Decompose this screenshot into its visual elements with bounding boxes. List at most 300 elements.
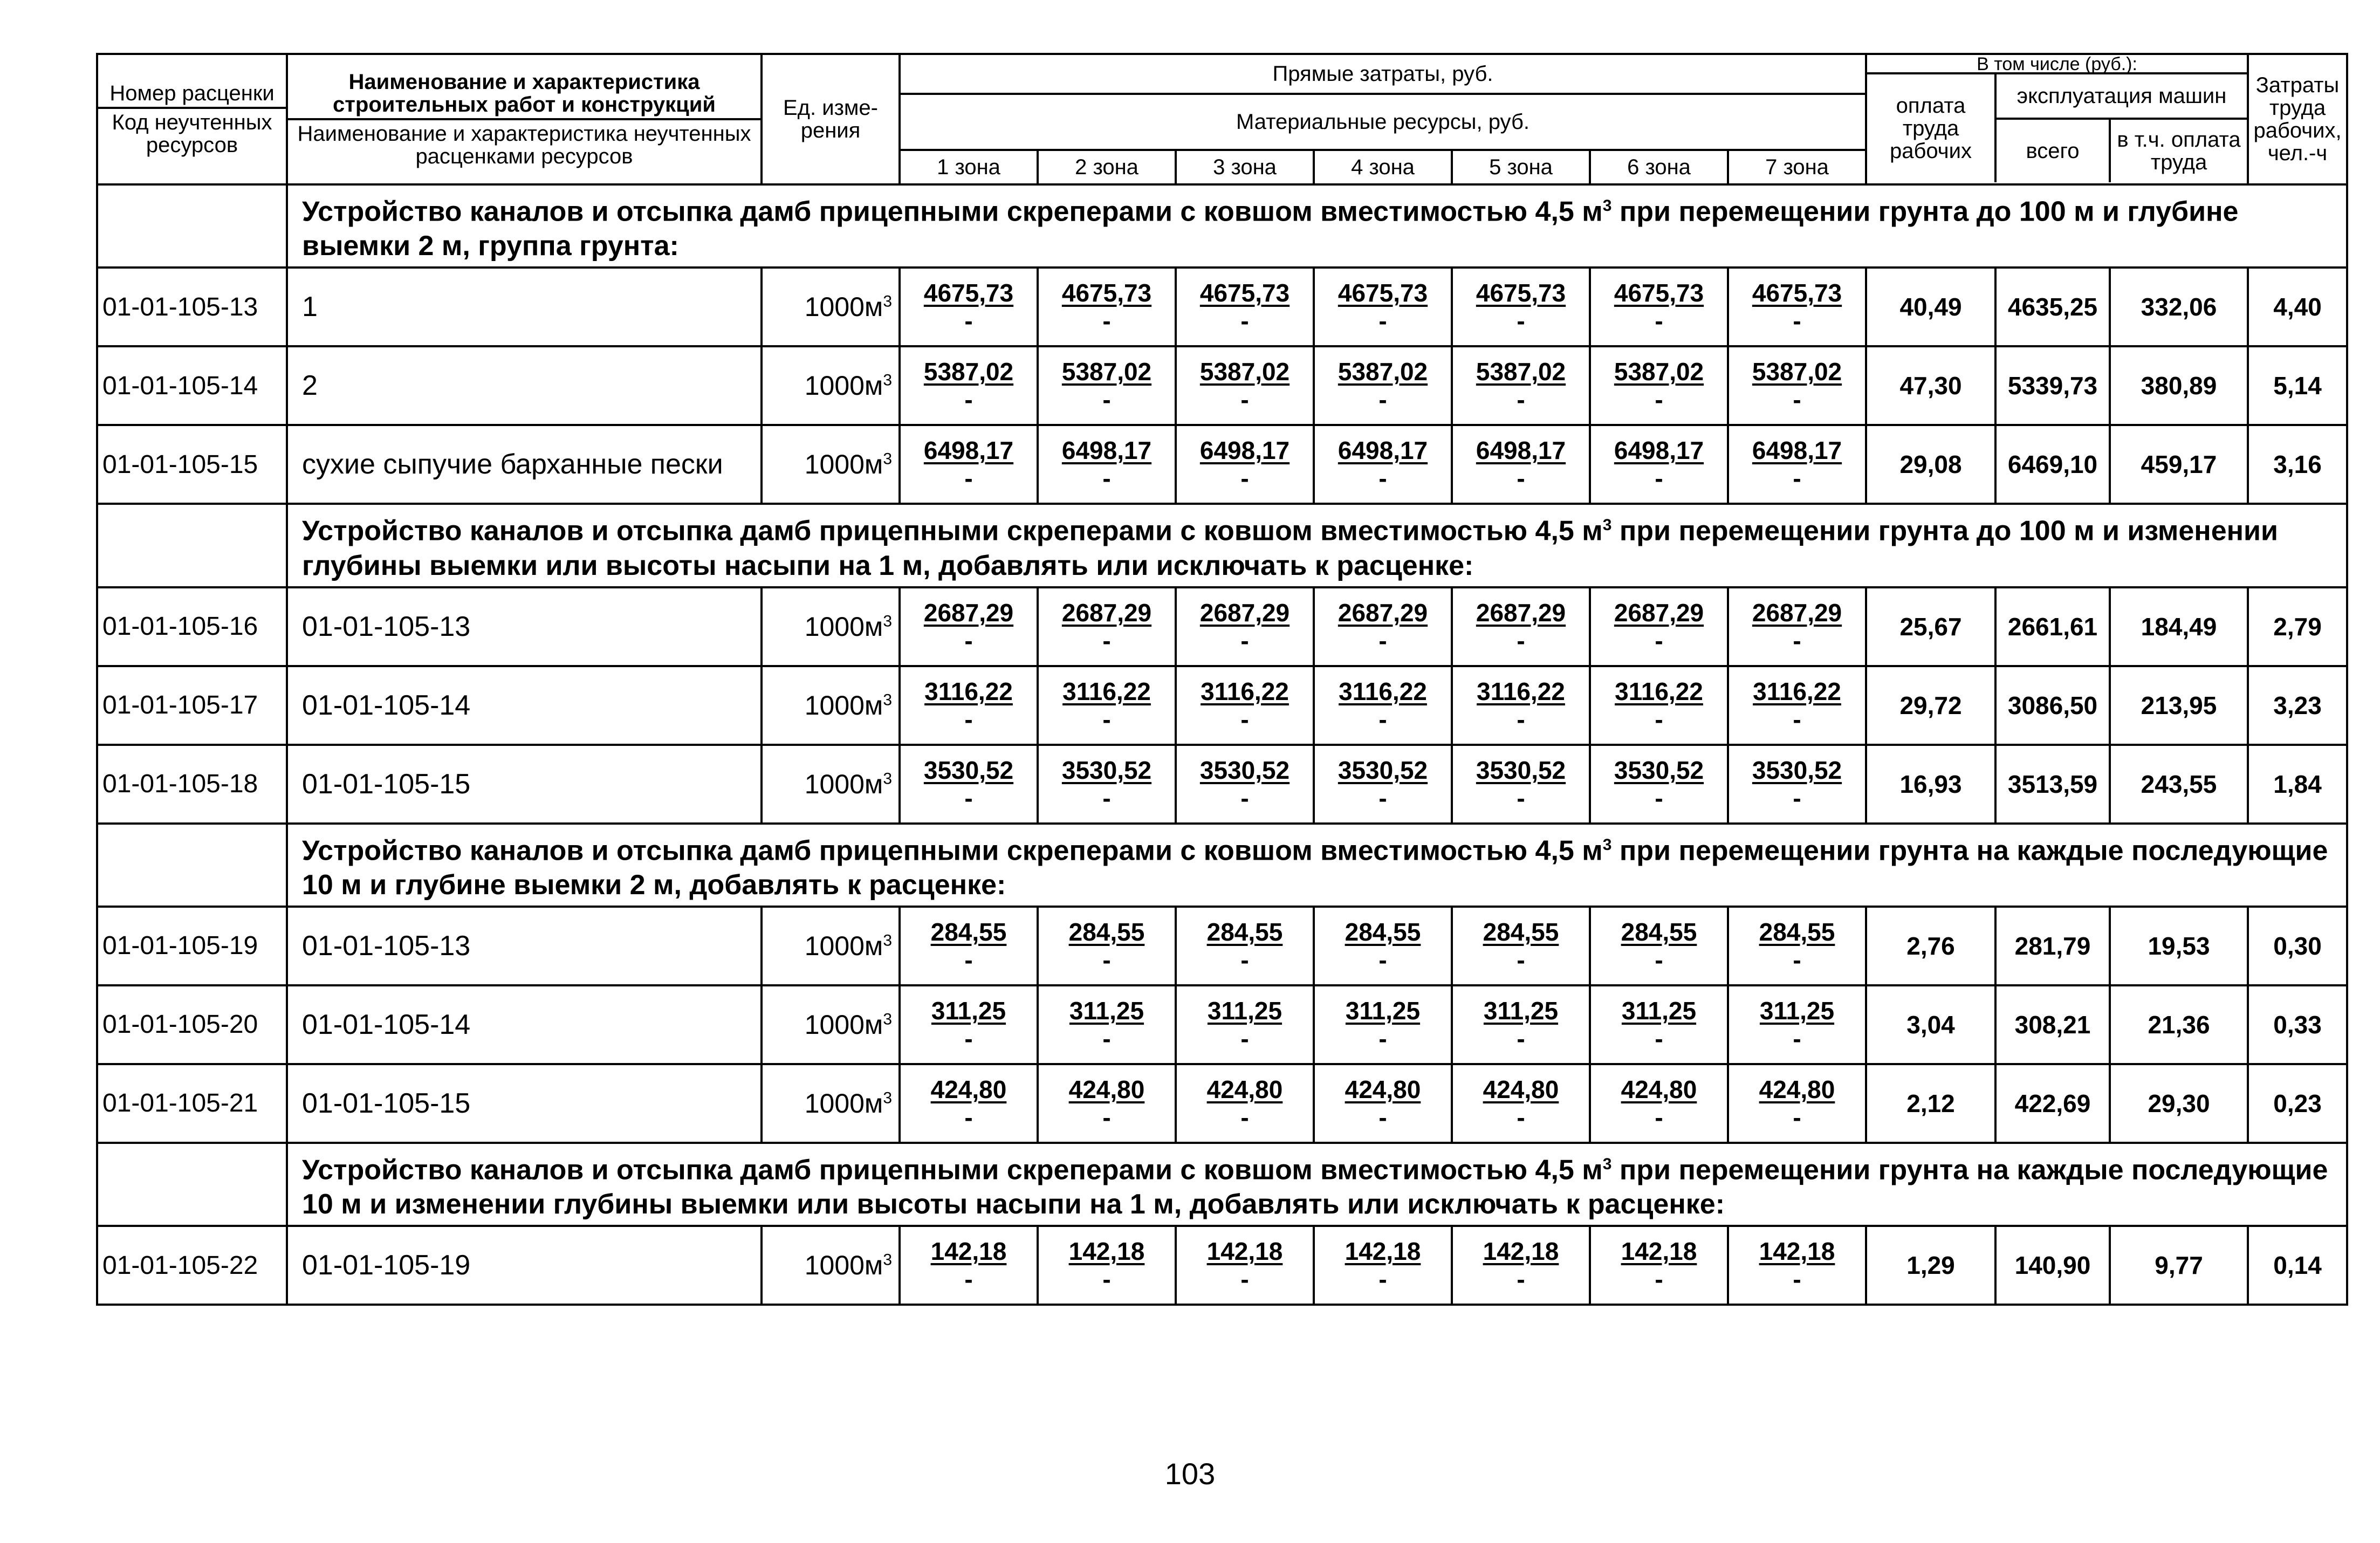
machines-total-value: 308,21: [1995, 985, 2110, 1064]
zone-2-cell: [1038, 907, 1176, 985]
zone-7-resource-dash: -: [1793, 945, 1801, 974]
unit-cell: [762, 907, 900, 985]
zone-1-cell: [900, 587, 1038, 666]
zone-6-cell: [1590, 346, 1728, 425]
unit-cell: [762, 587, 900, 666]
zone-6-cell: [1590, 268, 1728, 346]
labor-hours-value: 3,23: [2248, 666, 2347, 745]
machines-labor-value: 9,77: [2110, 1226, 2248, 1305]
zone-5-resource-dash: -: [1517, 1103, 1525, 1131]
zone-5-cell: [1452, 587, 1590, 666]
unit-value: 1000м: [804, 769, 883, 799]
zone-4-cell: [1314, 425, 1452, 504]
zone-1-cell: [900, 1064, 1038, 1143]
zone-6-resource-dash: -: [1655, 1265, 1663, 1294]
zone-6-value: 424,80: [1621, 1075, 1697, 1103]
unit-value: 1000м: [804, 1088, 883, 1119]
zone-5-resource-dash: -: [1517, 626, 1525, 655]
unit-value: 1000м: [804, 611, 883, 642]
table-row: [97, 1064, 2347, 1143]
zone-5-value: 284,55: [1483, 917, 1559, 946]
zone-5-cell: [1452, 666, 1590, 745]
labor-hours-value: 0,14: [2248, 1226, 2347, 1305]
labor-hours-value: 2,79: [2248, 587, 2347, 666]
zone-2-value: 284,55: [1068, 917, 1145, 946]
zone-6-cell: [1590, 425, 1728, 504]
unit-superscript: 3: [883, 612, 892, 630]
machines-total-value: 422,69: [1995, 1064, 2110, 1143]
zone-4-cell: [1314, 1064, 1452, 1143]
header-labor-pay-label: оплата труда рабочих: [1867, 74, 1997, 182]
zone-4-value: 311,25: [1345, 996, 1421, 1025]
unit-cell: [762, 745, 900, 824]
section-title-text: Устройство каналов и отсыпка дамб прицепными скреперами с ковшом вместимостью 4,5 м: [302, 196, 1603, 228]
zone-6-value: 3530,52: [1614, 756, 1704, 784]
header-machines-labor-label: в т.ч. оплата труда: [2117, 128, 2241, 174]
zone-5-resource-dash: -: [1517, 945, 1525, 974]
labor-hours-value: 0,23: [2248, 1064, 2347, 1143]
machines-labor-value: 29,30: [2110, 1064, 2248, 1143]
zone-5-value: 2687,29: [1476, 598, 1566, 627]
labor-pay-value: 40,49: [1866, 268, 1995, 346]
zone-7-value: 284,55: [1759, 917, 1835, 946]
zone-7-value: 5387,02: [1752, 358, 1842, 386]
zone-1-value: 6498,17: [923, 436, 1014, 465]
zone-7-value: 142,18: [1759, 1237, 1835, 1266]
zone-7-value: 2687,29: [1752, 598, 1842, 627]
unit-superscript: 3: [883, 292, 892, 311]
zone-5-value: 3530,52: [1476, 756, 1566, 784]
zone-2-value: 3116,22: [1062, 677, 1151, 705]
zone-7-resource-dash: -: [1793, 307, 1801, 335]
zone-5-resource-dash: -: [1517, 386, 1525, 414]
zone-4-value: 4675,73: [1338, 279, 1428, 307]
labor-pay-value: 1,29: [1866, 1226, 1995, 1305]
zone-2-value: 3530,52: [1061, 756, 1152, 784]
zone-3-cell: [1176, 1064, 1314, 1143]
zone-6-resource-dash: -: [1655, 386, 1663, 414]
zone-4-resource-dash: -: [1378, 1265, 1387, 1294]
zone-1-value: 142,18: [930, 1237, 1007, 1266]
zone-header-3: 3 зона: [1177, 151, 1315, 183]
zone-1-resource-dash: -: [964, 1024, 973, 1053]
zone-6-resource-dash: -: [1655, 705, 1663, 733]
zone-2-resource-dash: -: [1102, 1103, 1111, 1131]
section-title: [287, 184, 2347, 268]
section-title-text: Устройство каналов и отсыпка дамб прицепными скреперами с ковшом вместимостью 4,5 м: [302, 515, 1603, 547]
machines-labor-value: 459,17: [2110, 425, 2248, 504]
zone-5-value: 6498,17: [1476, 436, 1566, 465]
unit-value: 1000м: [804, 690, 883, 721]
zone-7-resource-dash: -: [1793, 386, 1801, 414]
unit-value: 1000м: [804, 1250, 883, 1281]
zone-6-value: 3116,22: [1615, 677, 1703, 705]
zone-6-value: 284,55: [1621, 917, 1697, 946]
machines-labor-value: 184,49: [2110, 587, 2248, 666]
machines-labor-value: 332,06: [2110, 268, 2248, 346]
unit-superscript: 3: [883, 1251, 892, 1269]
zone-4-value: 284,55: [1345, 917, 1421, 946]
zone-3-value: 424,80: [1206, 1075, 1283, 1103]
zone-4-value: 424,80: [1345, 1075, 1421, 1103]
zone-2-resource-dash: -: [1102, 307, 1111, 335]
zone-6-resource-dash: -: [1655, 626, 1663, 655]
zone-6-value: 142,18: [1621, 1237, 1697, 1266]
zone-6-cell: [1590, 985, 1728, 1064]
zone-6-resource-dash: -: [1655, 1103, 1663, 1131]
zone-3-resource-dash: -: [1240, 784, 1249, 812]
zone-2-cell: [1038, 1226, 1176, 1305]
zone-1-resource-dash: -: [964, 705, 973, 733]
zone-1-value: 424,80: [930, 1075, 1007, 1103]
zone-3-cell: [1176, 425, 1314, 504]
zone-2-value: 6498,17: [1061, 436, 1152, 465]
zone-3-value: 142,18: [1206, 1237, 1283, 1266]
unit-superscript: 3: [883, 1010, 892, 1028]
zone-1-value: 5387,02: [923, 358, 1014, 386]
zone-1-value: 3116,22: [924, 677, 1013, 705]
zone-2-cell: [1038, 346, 1176, 425]
zone-7-cell: [1728, 587, 1866, 666]
zone-3-cell: [1176, 907, 1314, 985]
section-title: [287, 504, 2347, 587]
zone-2-cell: [1038, 666, 1176, 745]
rate-code: 01-01-105-21: [97, 1064, 287, 1143]
zone-1-value: 4675,73: [923, 279, 1014, 307]
zone-5-value: 311,25: [1483, 996, 1559, 1025]
labor-hours-value: 1,84: [2248, 745, 2347, 824]
labor-hours-value: 3,16: [2248, 425, 2347, 504]
zone-1-cell: [900, 985, 1038, 1064]
zone-4-cell: [1314, 745, 1452, 824]
labor-pay-value: 47,30: [1866, 346, 1995, 425]
zone-4-cell: [1314, 346, 1452, 425]
zone-7-cell: [1728, 985, 1866, 1064]
zone-7-resource-dash: -: [1793, 784, 1801, 812]
zone-5-resource-dash: -: [1517, 784, 1525, 812]
machines-total-value: 140,90: [1995, 1226, 2110, 1305]
zone-3-value: 5387,02: [1199, 358, 1290, 386]
zone-6-value: 5387,02: [1614, 358, 1704, 386]
zone-4-resource-dash: -: [1378, 1103, 1387, 1131]
section-header-row: [97, 1143, 2347, 1226]
zone-5-resource-dash: -: [1517, 1265, 1525, 1294]
zone-6-value: 6498,17: [1614, 436, 1704, 465]
zone-3-resource-dash: -: [1240, 386, 1249, 414]
zone-2-resource-dash: -: [1102, 1265, 1111, 1294]
zone-5-cell: [1452, 346, 1590, 425]
zone-6-value: 4675,73: [1614, 279, 1704, 307]
zone-4-value: 5387,02: [1338, 358, 1428, 386]
zone-4-resource-dash: -: [1378, 784, 1387, 812]
zone-4-cell: [1314, 587, 1452, 666]
unit-cell: [762, 666, 900, 745]
machines-total-value: 4635,25: [1995, 268, 2110, 346]
zone-1-cell: [900, 745, 1038, 824]
zone-2-resource-dash: -: [1102, 464, 1111, 493]
zone-7-cell: [1728, 666, 1866, 745]
machines-total-value: 2661,61: [1995, 587, 2110, 666]
zone-3-value: 3530,52: [1199, 756, 1290, 784]
unit-cell: [762, 268, 900, 346]
zone-3-resource-dash: -: [1240, 307, 1249, 335]
header-name-label: Наименование и характеристика строительных работ и конструкций: [333, 70, 716, 116]
machines-labor-value: 243,55: [2110, 745, 2248, 824]
zone-6-cell: [1590, 745, 1728, 824]
machines-total-value: 5339,73: [1995, 346, 2110, 425]
zone-header-6: 6 зона: [1591, 151, 1729, 183]
zone-header-7: 7 зона: [1765, 155, 1829, 179]
zone-2-value: 2687,29: [1061, 598, 1152, 627]
zone-header-5: 5 зона: [1453, 151, 1591, 183]
header-resource-code-label: Код неучтенных ресурсов: [112, 111, 272, 157]
rate-name: 01-01-105-15: [287, 745, 762, 824]
zone-4-cell: [1314, 907, 1452, 985]
zone-1-resource-dash: -: [964, 945, 973, 974]
machines-labor-value: 380,89: [2110, 346, 2248, 425]
labor-pay-value: 3,04: [1866, 985, 1995, 1064]
zone-6-resource-dash: -: [1655, 307, 1663, 335]
zone-2-cell: [1038, 985, 1176, 1064]
section-title-text-end: при перемещении грунта до 100 м и изменении глубины выемки или высоты насыпи на 1 м, добавлять или исключать к расценке:: [302, 515, 2278, 581]
zone-3-cell: [1176, 587, 1314, 666]
labor-pay-value: 16,93: [1866, 745, 1995, 824]
zone-7-resource-dash: -: [1793, 1024, 1801, 1053]
zone-3-value: 6498,17: [1199, 436, 1290, 465]
zone-6-cell: [1590, 907, 1728, 985]
rate-code: 01-01-105-19: [97, 907, 287, 985]
zone-1-cell: [900, 666, 1038, 745]
zone-7-resource-dash: -: [1793, 1265, 1801, 1294]
unit-superscript: 3: [883, 371, 892, 389]
section-title-superscript: 3: [1602, 1155, 1612, 1173]
zone-5-value: 424,80: [1483, 1075, 1559, 1103]
header-machines-label: эксплуатация машин: [1997, 74, 2247, 120]
zone-3-cell: [1176, 666, 1314, 745]
zone-2-value: 5387,02: [1061, 358, 1152, 386]
zone-4-resource-dash: -: [1378, 386, 1387, 414]
header-including-cell: [1866, 54, 2248, 184]
table-row: [97, 346, 2347, 425]
zone-1-cell: [900, 346, 1038, 425]
machines-total-value: 3513,59: [1995, 745, 2110, 824]
rate-name: 1: [287, 268, 762, 346]
zone-2-value: 4675,73: [1061, 279, 1152, 307]
zone-header-1: 1 зона: [901, 151, 1039, 183]
zone-4-resource-dash: -: [1378, 1024, 1387, 1053]
zone-3-cell: [1176, 985, 1314, 1064]
zone-1-cell: [900, 268, 1038, 346]
rates-table: [96, 53, 2348, 1306]
zone-2-value: 311,25: [1069, 996, 1144, 1025]
zone-2-resource-dash: -: [1102, 705, 1111, 733]
zone-2-resource-dash: -: [1102, 784, 1111, 812]
unit-cell: [762, 425, 900, 504]
zone-2-value: 424,80: [1068, 1075, 1145, 1103]
zone-1-cell: [900, 425, 1038, 504]
unit-superscript: 3: [883, 770, 892, 787]
zone-7-resource-dash: -: [1793, 464, 1801, 493]
zone-7-cell: [1728, 1226, 1866, 1305]
section-header-row: [97, 504, 2347, 587]
header-resource-name-label: Наименование и характеристика неучтенных расценками ресурсов: [297, 122, 751, 168]
table-row: [97, 587, 2347, 666]
zone-2-value: 142,18: [1068, 1237, 1145, 1266]
unit-superscript: 3: [883, 450, 892, 468]
zone-3-resource-dash: -: [1240, 945, 1249, 974]
unit-value: 1000м: [804, 930, 883, 961]
zone-4-resource-dash: -: [1378, 307, 1387, 335]
zone-7-value: 424,80: [1759, 1075, 1835, 1103]
zone-3-value: 4675,73: [1199, 279, 1290, 307]
zone-4-resource-dash: -: [1378, 705, 1387, 733]
unit-value: 1000м: [804, 292, 883, 323]
zone-7-value: 311,25: [1759, 996, 1835, 1025]
zone-2-cell: [1038, 268, 1176, 346]
table-row: [97, 425, 2347, 504]
labor-hours-value: 5,14: [2248, 346, 2347, 425]
zone-3-resource-dash: -: [1240, 705, 1249, 733]
zone-6-cell: [1590, 666, 1728, 745]
header-name-cell: [287, 54, 762, 184]
zone-3-resource-dash: -: [1240, 1024, 1249, 1053]
zone-1-resource-dash: -: [964, 1103, 973, 1131]
section-title-text: Устройство каналов и отсыпка дамб прицепными скреперами с ковшом вместимостью 4,5 м: [302, 1154, 1603, 1186]
zone-3-value: 284,55: [1206, 917, 1283, 946]
zone-3-cell: [1176, 268, 1314, 346]
zone-header-4: 4 зона: [1315, 151, 1453, 183]
zone-3-value: 3116,22: [1201, 677, 1289, 705]
labor-pay-value: 29,72: [1866, 666, 1995, 745]
section-title: [287, 824, 2347, 907]
page-number: 103: [1164, 1457, 1216, 1491]
table-row: [97, 985, 2347, 1064]
section-title-text-end: при перемещении грунта до 100 м и глубине выемки 2 м, группа грунта:: [302, 196, 2239, 262]
header-machines-total-label: всего: [1997, 120, 2111, 182]
zone-7-cell: [1728, 907, 1866, 985]
zone-1-resource-dash: -: [964, 307, 973, 335]
rate-name: 01-01-105-13: [287, 907, 762, 985]
zone-1-resource-dash: -: [964, 784, 973, 812]
section-blank-cell: [97, 1143, 287, 1226]
zone-5-value: 3116,22: [1477, 677, 1565, 705]
section-title-text-end: при перемещении грунта на каждые последующие 10 м и изменении глубины выемки или высоты насыпи на 1 м, добавлять или исключать к расценке:: [302, 1154, 2328, 1220]
rate-code: 01-01-105-17: [97, 666, 287, 745]
zone-7-value: 4675,73: [1752, 279, 1842, 307]
zone-6-cell: [1590, 1226, 1728, 1305]
zone-7-cell: [1728, 745, 1866, 824]
rate-name: 01-01-105-14: [287, 985, 762, 1064]
zone-7-value: 3116,22: [1753, 677, 1841, 705]
zone-2-cell: [1038, 587, 1176, 666]
zone-4-value: 3530,52: [1338, 756, 1428, 784]
zone-3-cell: [1176, 1226, 1314, 1305]
zone-3-resource-dash: -: [1240, 626, 1249, 655]
unit-cell: [762, 346, 900, 425]
zone-4-resource-dash: -: [1378, 626, 1387, 655]
zone-3-resource-dash: -: [1240, 1265, 1249, 1294]
header-code-cell: [97, 54, 287, 184]
zone-1-cell: [900, 907, 1038, 985]
machines-total-value: 6469,10: [1995, 425, 2110, 504]
zone-5-cell: [1452, 1226, 1590, 1305]
labor-pay-value: 29,08: [1866, 425, 1995, 504]
unit-superscript: 3: [883, 931, 892, 950]
rate-code: 01-01-105-18: [97, 745, 287, 824]
zone-5-value: 142,18: [1483, 1237, 1559, 1266]
header-unit-label: Ед. изме-рения: [762, 54, 900, 184]
zone-4-resource-dash: -: [1378, 464, 1387, 493]
zone-2-resource-dash: -: [1102, 386, 1111, 414]
zone-7-cell: [1728, 268, 1866, 346]
unit-cell: [762, 1226, 900, 1305]
section-header-row: [97, 824, 2347, 907]
zone-7-cell: [1728, 1064, 1866, 1143]
rates-sheet: [96, 53, 2346, 1306]
zone-1-resource-dash: -: [964, 626, 973, 655]
machines-labor-value: 19,53: [2110, 907, 2248, 985]
header-code-label: Номер расценки: [109, 81, 275, 105]
zone-4-cell: [1314, 666, 1452, 745]
zone-6-value: 2687,29: [1614, 598, 1704, 627]
zone-2-cell: [1038, 1064, 1176, 1143]
table-row: [97, 907, 2347, 985]
zone-3-value: 311,25: [1207, 996, 1282, 1025]
zone-4-resource-dash: -: [1378, 945, 1387, 974]
rate-name: 2: [287, 346, 762, 425]
zone-7-resource-dash: -: [1793, 705, 1801, 733]
section-blank-cell: [97, 824, 287, 907]
zone-7-value: 6498,17: [1752, 436, 1842, 465]
zone-2-cell: [1038, 425, 1176, 504]
header-including-label: В том числе (руб.):: [1867, 56, 2247, 74]
zone-4-value: 2687,29: [1338, 598, 1428, 627]
section-blank-cell: [97, 184, 287, 268]
zone-6-cell: [1590, 1064, 1728, 1143]
unit-value: 1000м: [804, 1009, 883, 1040]
zone-3-cell: [1176, 346, 1314, 425]
zone-4-cell: [1314, 985, 1452, 1064]
section-title-text-end: при перемещении грунта на каждые последующие 10 м и глубине выемки 2 м, добавлять к расценке:: [302, 834, 2328, 901]
zone-1-resource-dash: -: [964, 464, 973, 493]
header-direct-costs-cell: [900, 54, 1866, 184]
machines-labor-value: 213,95: [2110, 666, 2248, 745]
unit-cell: [762, 1064, 900, 1143]
zone-2-resource-dash: -: [1102, 1024, 1111, 1053]
zone-6-resource-dash: -: [1655, 464, 1663, 493]
zone-1-resource-dash: -: [964, 386, 973, 414]
rate-code: 01-01-105-13: [97, 268, 287, 346]
zone-5-cell: [1452, 985, 1590, 1064]
zone-3-resource-dash: -: [1240, 464, 1249, 493]
table-row: [97, 666, 2347, 745]
rate-code: 01-01-105-22: [97, 1226, 287, 1305]
zone-6-resource-dash: -: [1655, 1024, 1663, 1053]
zone-3-resource-dash: -: [1240, 1103, 1249, 1131]
zone-header-2: 2 зона: [1039, 151, 1177, 183]
unit-superscript: 3: [883, 1089, 892, 1107]
rate-code: 01-01-105-15: [97, 425, 287, 504]
section-title-text: Устройство каналов и отсыпка дамб прицепными скреперами с ковшом вместимостью 4,5 м: [302, 834, 1603, 866]
zone-7-resource-dash: -: [1793, 1103, 1801, 1131]
labor-pay-value: 2,12: [1866, 1064, 1995, 1143]
rate-name: 01-01-105-15: [287, 1064, 762, 1143]
unit-cell: [762, 985, 900, 1064]
zone-5-cell: [1452, 425, 1590, 504]
zone-5-cell: [1452, 907, 1590, 985]
table-row: [97, 1226, 2347, 1305]
labor-hours-value: 0,30: [2248, 907, 2347, 985]
